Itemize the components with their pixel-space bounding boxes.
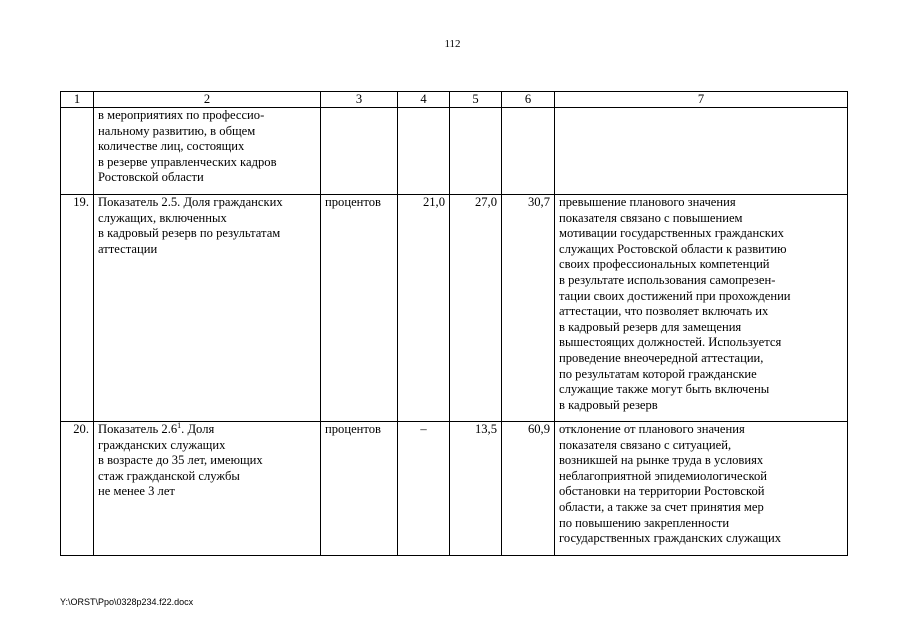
note-cell: отклонение от планового значения показателя связано с ситуацией, возникшей на рынке труда в условиях неблагоприятной эпидемиологической обстановки на территории Ростовской области, а также за счет принятия мер по повышению закрепленности государственных гражданских служащих [555, 422, 848, 556]
row-number-cell: 19. [61, 195, 94, 422]
value-cell: 13,5 [450, 422, 502, 556]
header-cell: 6 [502, 92, 555, 108]
indicator-cell [94, 422, 321, 556]
value-cell: 27,0 [450, 195, 502, 422]
unit-cell: процентов [321, 195, 398, 422]
value-cell: – [398, 422, 450, 556]
value-cell [450, 108, 502, 195]
value-cell: 30,7 [502, 195, 555, 422]
indicator-text: Показатель 2.6 [98, 422, 178, 436]
header-cell: 7 [555, 92, 848, 108]
table-row [61, 422, 848, 556]
page-number: 112 [444, 38, 461, 50]
value-cell [398, 108, 450, 195]
header-cell: 3 [321, 92, 398, 108]
row-number-cell [61, 108, 94, 195]
header-cell: 2 [94, 92, 321, 108]
value-cell [502, 108, 555, 195]
note-cell: превышение планового значения показателя связано с повышением мотивации государственных гражданских служащих Ростовской области к развитию своих профессиональных компетенций в результате использования самопрезен- тации своих достижений при прохождении аттестации, что позволяет включать их в кадровый резерв для замещения вышестоящих должностей. Используется проведение внеочередной аттестации, по результатам которой гражданские служащие также могут быть включены в кадровый резерв [555, 195, 848, 422]
indicator-cell: в мероприятиях по профессио- нальному развитию, в общем количестве лиц, состоящих в резерве управленческих кадров Ростовской области [94, 108, 321, 195]
value-cell: 21,0 [398, 195, 450, 422]
header-cell: 4 [398, 92, 450, 108]
header-cell: 5 [450, 92, 502, 108]
indicator-text: . Доля гражданских служащих в возрасте до 35 лет, имеющих стаж гражданской службы не менее 3 лет [98, 422, 263, 499]
table-header-row [61, 92, 848, 108]
file-path-footer: Y:\ORST\Ppo\0328p234.f22.docx [60, 597, 194, 607]
table-row [61, 108, 848, 195]
report-table [60, 91, 848, 556]
table-row [61, 195, 848, 422]
row-number-cell: 20. [61, 422, 94, 556]
indicator-cell: Показатель 2.5. Доля гражданских служащих, включенных в кадровый резерв по результатам аттестации [94, 195, 321, 422]
unit-cell [321, 108, 398, 195]
note-cell [555, 108, 848, 195]
unit-cell: процентов [321, 422, 398, 556]
footnote-mark: 1 [177, 421, 182, 430]
header-cell: 1 [61, 92, 94, 108]
value-cell: 60,9 [502, 422, 555, 556]
